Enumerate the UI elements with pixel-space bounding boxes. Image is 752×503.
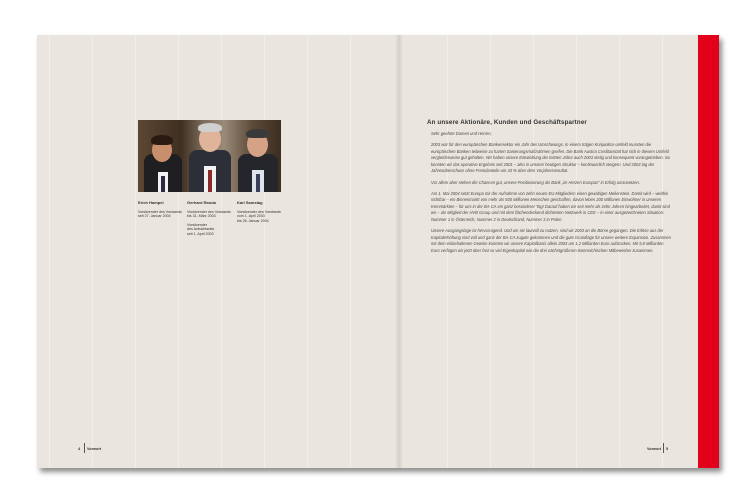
document-spread <box>37 35 719 468</box>
page-headline: An unsere Aktionäre, Kunden und Geschäftspartner <box>427 119 587 126</box>
person-name: Gerhard Randa <box>187 200 216 205</box>
folio-divider <box>84 443 85 453</box>
column-guide <box>49 35 50 468</box>
paragraph: Vor allem aber stehen die Chancen gut, unsere Positionierung als Bank „im Herzen Europas“ in Erfolg umzusetzen. <box>431 179 640 185</box>
column-guide <box>307 35 308 468</box>
photo-person-3 <box>236 120 280 192</box>
caption-person-3 <box>237 201 281 223</box>
red-page-edge <box>698 35 719 468</box>
column-guide <box>92 35 93 468</box>
person-role: Vorsitzender des Vorstands <box>138 209 182 214</box>
paragraph: 2003 war für den europäischen Bankensektor ein Jahr des Umschwungs. In einem trägen Konjunktur-umfeld mussten die europäischen Banken teilweise zu harten Sanierungsmaßnahmen greifen. Die Bank Austria Creditanstalt hat sich in diesem Umfeld vergleichsweise gut gehalten. Wir haben unsere Entwicklung der letzten Jahre auch 2003 stetig und konsequent vorangetrieben. So konnten wir das operative Ergebnis seit 2001 – also in unserer heutigen Struktur – kontinuierlich steigern. Und 2003 lag der Jahresüberschuss ohne Fremdanteile um 43 % über dem Vorjahresresultat. <box>431 142 670 174</box>
paragraph: Am 1. Mai 2004 setzt Europa mit der Aufnahme von zehn neuen EU-Mitgliedern einen gewaltigen Meilenstein. Damit wird – weithin sichtbar – ein Binnenmarkt von mehr als 500 Millionen Menschen geschaffen, davon leben 200 Millionen Einwohner in unseren Kernmärkten – für uns in der BA-CA ein ganz besonderer Tag! Darauf haben wir seit mehr als zehn Jahren hingearbeitet, damit sind wir – als Mitglied der HVB Group und mit dem flächendeckend dichtesten Netzwerk in CEE – in einer ausgezeichneten Situation: Nummer 1 in Österreich, Nummer 2 in Deutschland, Nummer 3 in Polen. <box>431 190 670 223</box>
paragraph: Unsere Ausgangslage ist hervorragend. Und um sie lautvoll zu nutzen, sind wir 2003 an die Börse gegangen. Die Erlöse aus der Kapitalerhöhung sind voll und ganz der BA-CA zugute gekommen und die gute Grundlage für unsere weitere Expansion. Zusammen mit dem einbehaltenen Gewinn konnten wir unsere Kapitalbasis allein 2003 um 1,2 Milliarden Euro aufstocken. Mit 5,8 Milliarden Euro verfügen wir jetzt über fast so viel Eigenkapital wie die drei nächstgrößeren österreichischen Mitbewerber zusammen. <box>431 228 671 253</box>
caption-person-1 <box>138 201 182 219</box>
person-role: bis 26. Januar 2004 <box>237 218 269 223</box>
photo-person-1 <box>142 120 184 192</box>
person-role: vom 1. April 2003 <box>237 214 265 219</box>
executives-photo <box>138 120 281 192</box>
paragraph: Sehr geehrte Damen und Herren, <box>431 131 492 136</box>
column-guide <box>350 35 351 468</box>
column-guide <box>135 35 136 468</box>
folio-label-left: Vorwort <box>87 447 102 451</box>
folio-divider <box>663 443 664 453</box>
page-gutter <box>395 35 403 468</box>
person-name: Karl Samstag <box>237 200 263 205</box>
person-role: des Aufsichtsrats <box>187 227 215 232</box>
column-guide <box>264 35 265 468</box>
letter-body <box>431 131 673 259</box>
person-role: seit 1. April 2003 <box>187 231 214 236</box>
page-number-left: 4 <box>78 447 81 451</box>
page-number-right: 5 <box>666 447 669 451</box>
photo-person-2 <box>186 120 234 192</box>
column-guide <box>221 35 222 468</box>
folio-label-right: Vorwort <box>647 447 662 451</box>
person-role: Vorsitzender des Vorstands <box>187 209 231 214</box>
caption-person-2 <box>187 201 231 237</box>
person-role: Vorsitzender <box>187 222 207 227</box>
person-name: Erich Hampel <box>138 200 164 205</box>
person-role: Vorsitzender des Vorstands <box>237 209 281 214</box>
person-role: seit 27. Januar 2004 <box>138 214 171 219</box>
person-role: bis 31. März 2003 <box>187 214 216 219</box>
column-guide <box>178 35 179 468</box>
